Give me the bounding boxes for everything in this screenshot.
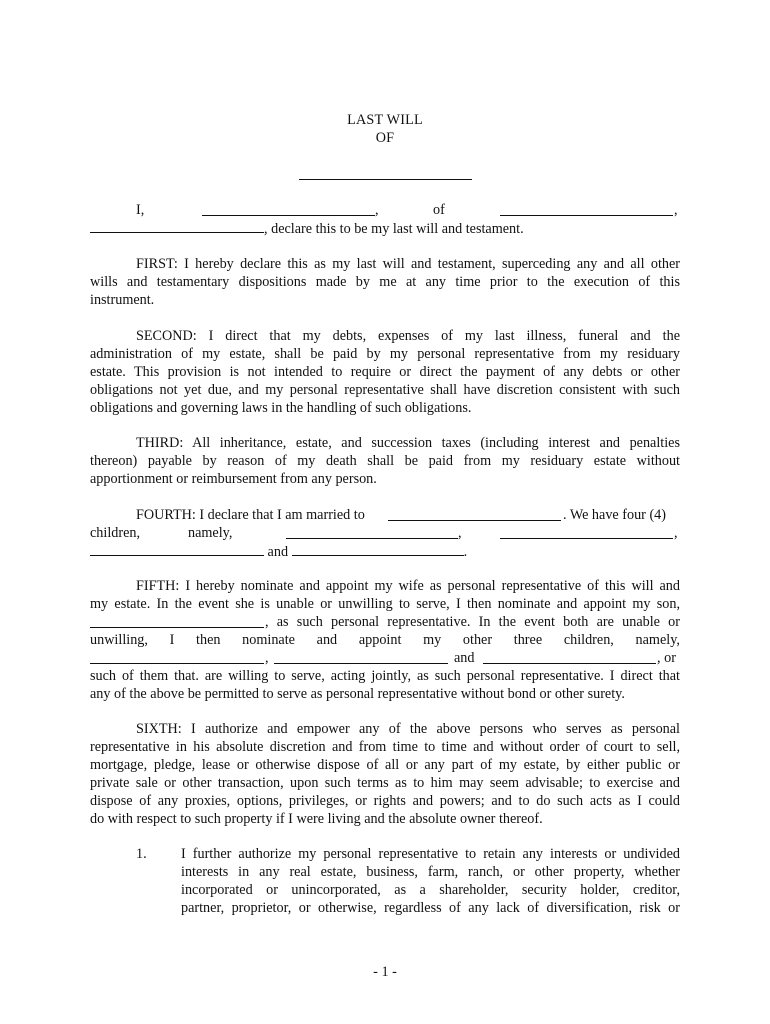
other-child-3-name-field[interactable] bbox=[483, 650, 656, 664]
sixth-clause-line: do with respect to such property if I were living and the absolute owner thereof. bbox=[90, 811, 543, 827]
fifth-or: , or bbox=[657, 650, 676, 666]
fifth-clause-line: such of them that. are willing to serve, acting jointly, as such personal representative. I direct that bbox=[90, 668, 680, 684]
fourth-clause-line-3 bbox=[90, 542, 680, 560]
fifth-clause-line-4 bbox=[90, 631, 680, 649]
fifth-clause-line: any of the above be permitted to serve as personal representative without bond or other surety. bbox=[90, 686, 625, 702]
fifth-word: my bbox=[423, 632, 442, 648]
second-clause-line: obligations not yet due, and my personal representative shall have discretion consistent with such bbox=[90, 382, 680, 398]
fifth-word: I bbox=[169, 632, 175, 648]
fifth-word: namely, bbox=[635, 632, 680, 648]
fourth-period: . bbox=[463, 544, 468, 560]
fifth-and: and bbox=[454, 650, 475, 666]
fifth-line-3-text: , as such personal representative. In the event both are unable or bbox=[265, 614, 680, 630]
first-clause-line: instrument. bbox=[90, 292, 155, 308]
second-clause-line: administration of my estate, shall be paid by my personal representative from my residuary bbox=[90, 346, 680, 362]
page-number: - 1 - bbox=[373, 964, 397, 980]
declaration-text: , declare this to be my last will and testament. bbox=[264, 221, 524, 237]
child-3-name-field[interactable] bbox=[90, 542, 264, 556]
declaration-pronoun: I, bbox=[136, 202, 145, 218]
fifth-word: unwilling, bbox=[90, 632, 148, 648]
declarant-location-field[interactable] bbox=[500, 202, 673, 216]
fourth-comma: , bbox=[458, 525, 462, 541]
fourth-children: children, bbox=[90, 525, 141, 541]
fifth-word: children, bbox=[563, 632, 614, 648]
fifth-word: then bbox=[196, 632, 221, 648]
child-2-name-field[interactable] bbox=[500, 525, 673, 539]
other-child-1-name-field[interactable] bbox=[90, 650, 264, 664]
other-child-2-name-field[interactable] bbox=[274, 650, 448, 664]
sixth-clause-line: dispose of any proxies, options, privileges, or rights and powers; and to do such acts as I could bbox=[90, 793, 680, 809]
declaration-comma-2: , bbox=[674, 202, 678, 218]
sixth-clause-line: SIXTH: I authorize and empower any of the above persons who serves as personal bbox=[136, 721, 680, 737]
declaration-line-2 bbox=[90, 219, 680, 237]
declaration-comma: , bbox=[375, 202, 379, 218]
fifth-clause-line-5 bbox=[90, 649, 680, 667]
fourth-comma-2: , bbox=[674, 525, 678, 541]
sixth-clause-line: private sale or other transaction, upon such terms as to him may seem advisable; to exercise and bbox=[90, 775, 680, 791]
list-item-line: partner, proprietor, or otherwise, regardless of any lack of diversification, risk or bbox=[181, 900, 680, 916]
second-clause-line: estate. This provision is not intended to require or direct the payment of any debts or other bbox=[90, 364, 680, 380]
child-4-name-field[interactable] bbox=[292, 542, 464, 556]
fourth-and: and bbox=[267, 544, 289, 560]
third-clause-line: thereon) payable by reason of my death shall be paid from my residuary estate without bbox=[90, 453, 680, 469]
second-clause-line: SECOND: I direct that my debts, expenses of my last illness, funeral and the bbox=[136, 328, 680, 344]
sixth-clause-line: representative in his absolute discretion and from time to time and without order of court to sell, bbox=[90, 739, 680, 755]
declaration-of: of bbox=[433, 202, 445, 218]
fifth-comma: , bbox=[265, 650, 269, 666]
fourth-prefix: FOURTH: I declare that I am married to bbox=[136, 507, 365, 523]
third-clause-line: apportionment or reimbursement from any person. bbox=[90, 471, 377, 487]
spouse-name-field[interactable] bbox=[388, 507, 561, 521]
list-item-line: interests in any real estate, business, farm, ranch, or other property, whether bbox=[181, 864, 680, 880]
child-1-name-field[interactable] bbox=[286, 525, 458, 539]
fifth-word: and bbox=[316, 632, 338, 648]
declarant-county-field[interactable] bbox=[90, 219, 264, 233]
first-clause-line: FIRST: I hereby declare this as my last will and testament, superceding any and all other bbox=[136, 256, 680, 272]
fourth-clause-line-2 bbox=[90, 524, 680, 542]
fifth-word: three bbox=[513, 632, 543, 648]
list-item-line: incorporated or unincorporated, as a shareholder, security holder, creditor, bbox=[181, 882, 680, 898]
fourth-namely: namely, bbox=[188, 525, 233, 541]
list-item-number: 1. bbox=[136, 846, 147, 862]
son-name-field[interactable] bbox=[90, 614, 264, 628]
fifth-clause-line-3 bbox=[90, 613, 680, 631]
fifth-word: appoint bbox=[358, 632, 402, 648]
first-clause-line: wills and testamentary dispositions made by me at any time prior to the execution of this bbox=[90, 274, 680, 290]
fifth-word: other bbox=[462, 632, 493, 648]
fourth-clause-line-1 bbox=[136, 506, 680, 524]
testator-name-field[interactable] bbox=[299, 167, 472, 180]
declarant-name-field[interactable] bbox=[202, 202, 375, 216]
third-clause-line: THIRD: All inheritance, estate, and succession taxes (including interest and penalties bbox=[136, 435, 680, 451]
fifth-word: nominate bbox=[242, 632, 295, 648]
declaration-line-1 bbox=[90, 201, 680, 219]
fourth-suffix: . We have four (4) bbox=[563, 507, 666, 523]
document-title-of: OF bbox=[375, 130, 395, 146]
document-title: LAST WILL bbox=[347, 112, 423, 128]
fifth-clause-line: my estate. In the event she is unable or unwilling to serve, I then nominate and appoint my son, bbox=[90, 596, 680, 612]
second-clause-line: obligations and governing laws in the handling of such obligations. bbox=[90, 400, 472, 416]
sixth-clause-line: mortgage, pledge, lease or otherwise dispose of all or any part of my estate, by either public or bbox=[90, 757, 680, 773]
list-item-line: I further authorize my personal representative to retain any interests or undivided bbox=[181, 846, 680, 862]
fifth-clause-line: FIFTH: I hereby nominate and appoint my wife as personal representative of this will and bbox=[136, 578, 680, 594]
